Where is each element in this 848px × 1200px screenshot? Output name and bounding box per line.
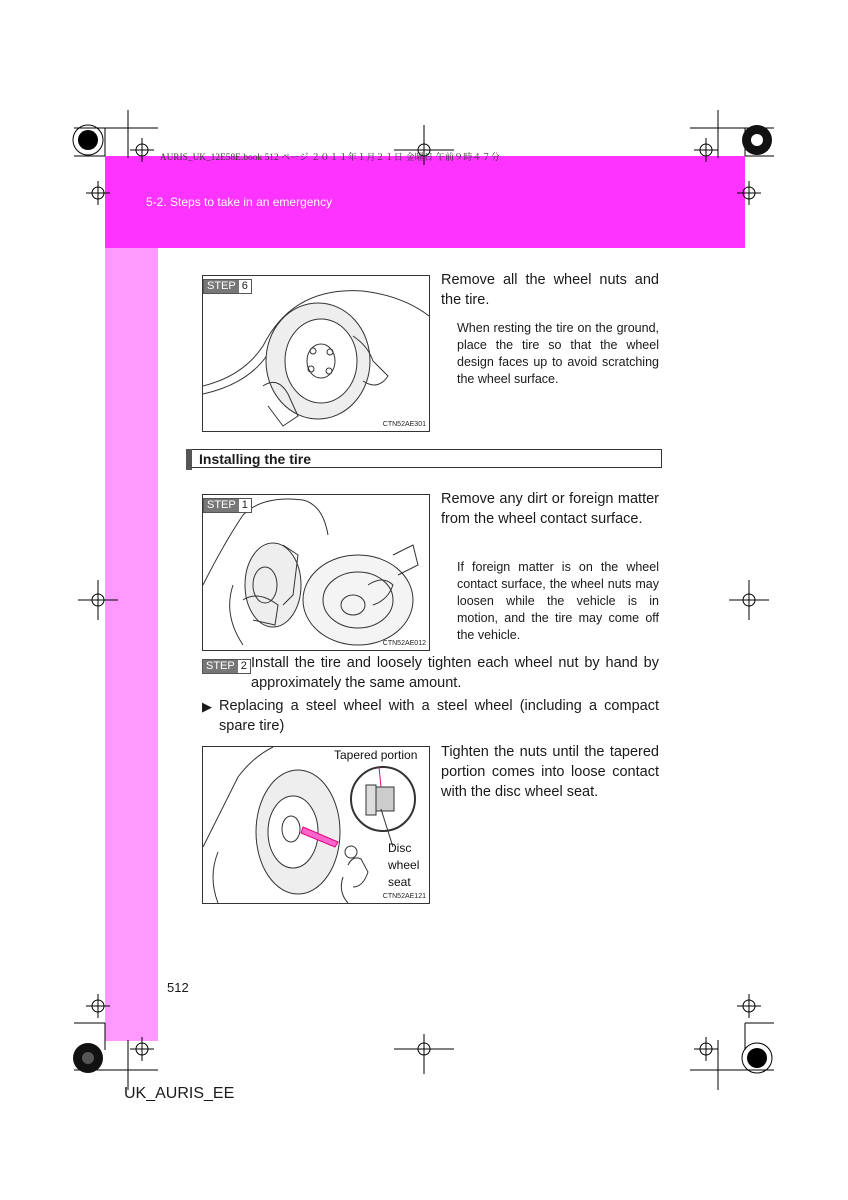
- step-6-badge: STEP 6: [203, 276, 252, 294]
- callout-seat: seat: [388, 875, 411, 889]
- step-2-badge: STEP 2: [202, 656, 251, 674]
- bullet-marker: ▶: [202, 699, 212, 714]
- figure-remove-tire: [202, 275, 430, 432]
- figure-clean-surface: [202, 494, 430, 651]
- tire-removal-illustration: [203, 276, 429, 431]
- callout-wheel: wheel: [388, 858, 420, 872]
- section-title: Installing the tire: [186, 449, 662, 468]
- step-1-note: If foreign matter is on the wheel contact surface, the wheel nuts may loosen while the vehicle is in motion, and the tire may come off the vehicle.: [457, 560, 659, 642]
- page-number: 512: [167, 980, 189, 995]
- section-label: 5-2. Steps to take in an emergency: [146, 195, 333, 209]
- callout-tapered-portion: Tapered portion: [334, 748, 418, 762]
- footer-code: UK_AURIS_EE: [124, 1085, 235, 1102]
- step-2-text: Install the tire and loosely tighten each wheel nut by hand by approximately the same amount.: [251, 655, 659, 691]
- figure-code: CTN52AE121: [382, 893, 426, 900]
- file-info: AURIS_UK_12E58E.book 512 ページ ２０１１年１月２１日 金曜日 午前９時４７分: [160, 152, 501, 162]
- step-6-note: When resting the tire on the ground, place the tire so that the wheel design faces up to avoid scratching the wheel surface.: [457, 321, 659, 386]
- figure-tighten-nuts: [202, 746, 430, 904]
- clean-surface-illustration: [203, 495, 429, 650]
- bullet-text: Replacing a steel wheel with a steel wheel (including a compact spare tire): [219, 698, 659, 734]
- figure3-text: Tighten the nuts until the tapered portion comes into loose contact with the disc wheel seat.: [441, 744, 659, 800]
- callout-disc: Disc: [388, 841, 412, 855]
- figure-code: CTN52AE301: [382, 421, 426, 428]
- step-1-text: Remove any dirt or foreign matter from the wheel contact surface.: [441, 491, 659, 527]
- step-6-text: Remove all the wheel nuts and the tire.: [441, 272, 659, 308]
- figure-code: CTN52AE012: [382, 640, 426, 647]
- step-1-badge: STEP 1: [203, 495, 252, 513]
